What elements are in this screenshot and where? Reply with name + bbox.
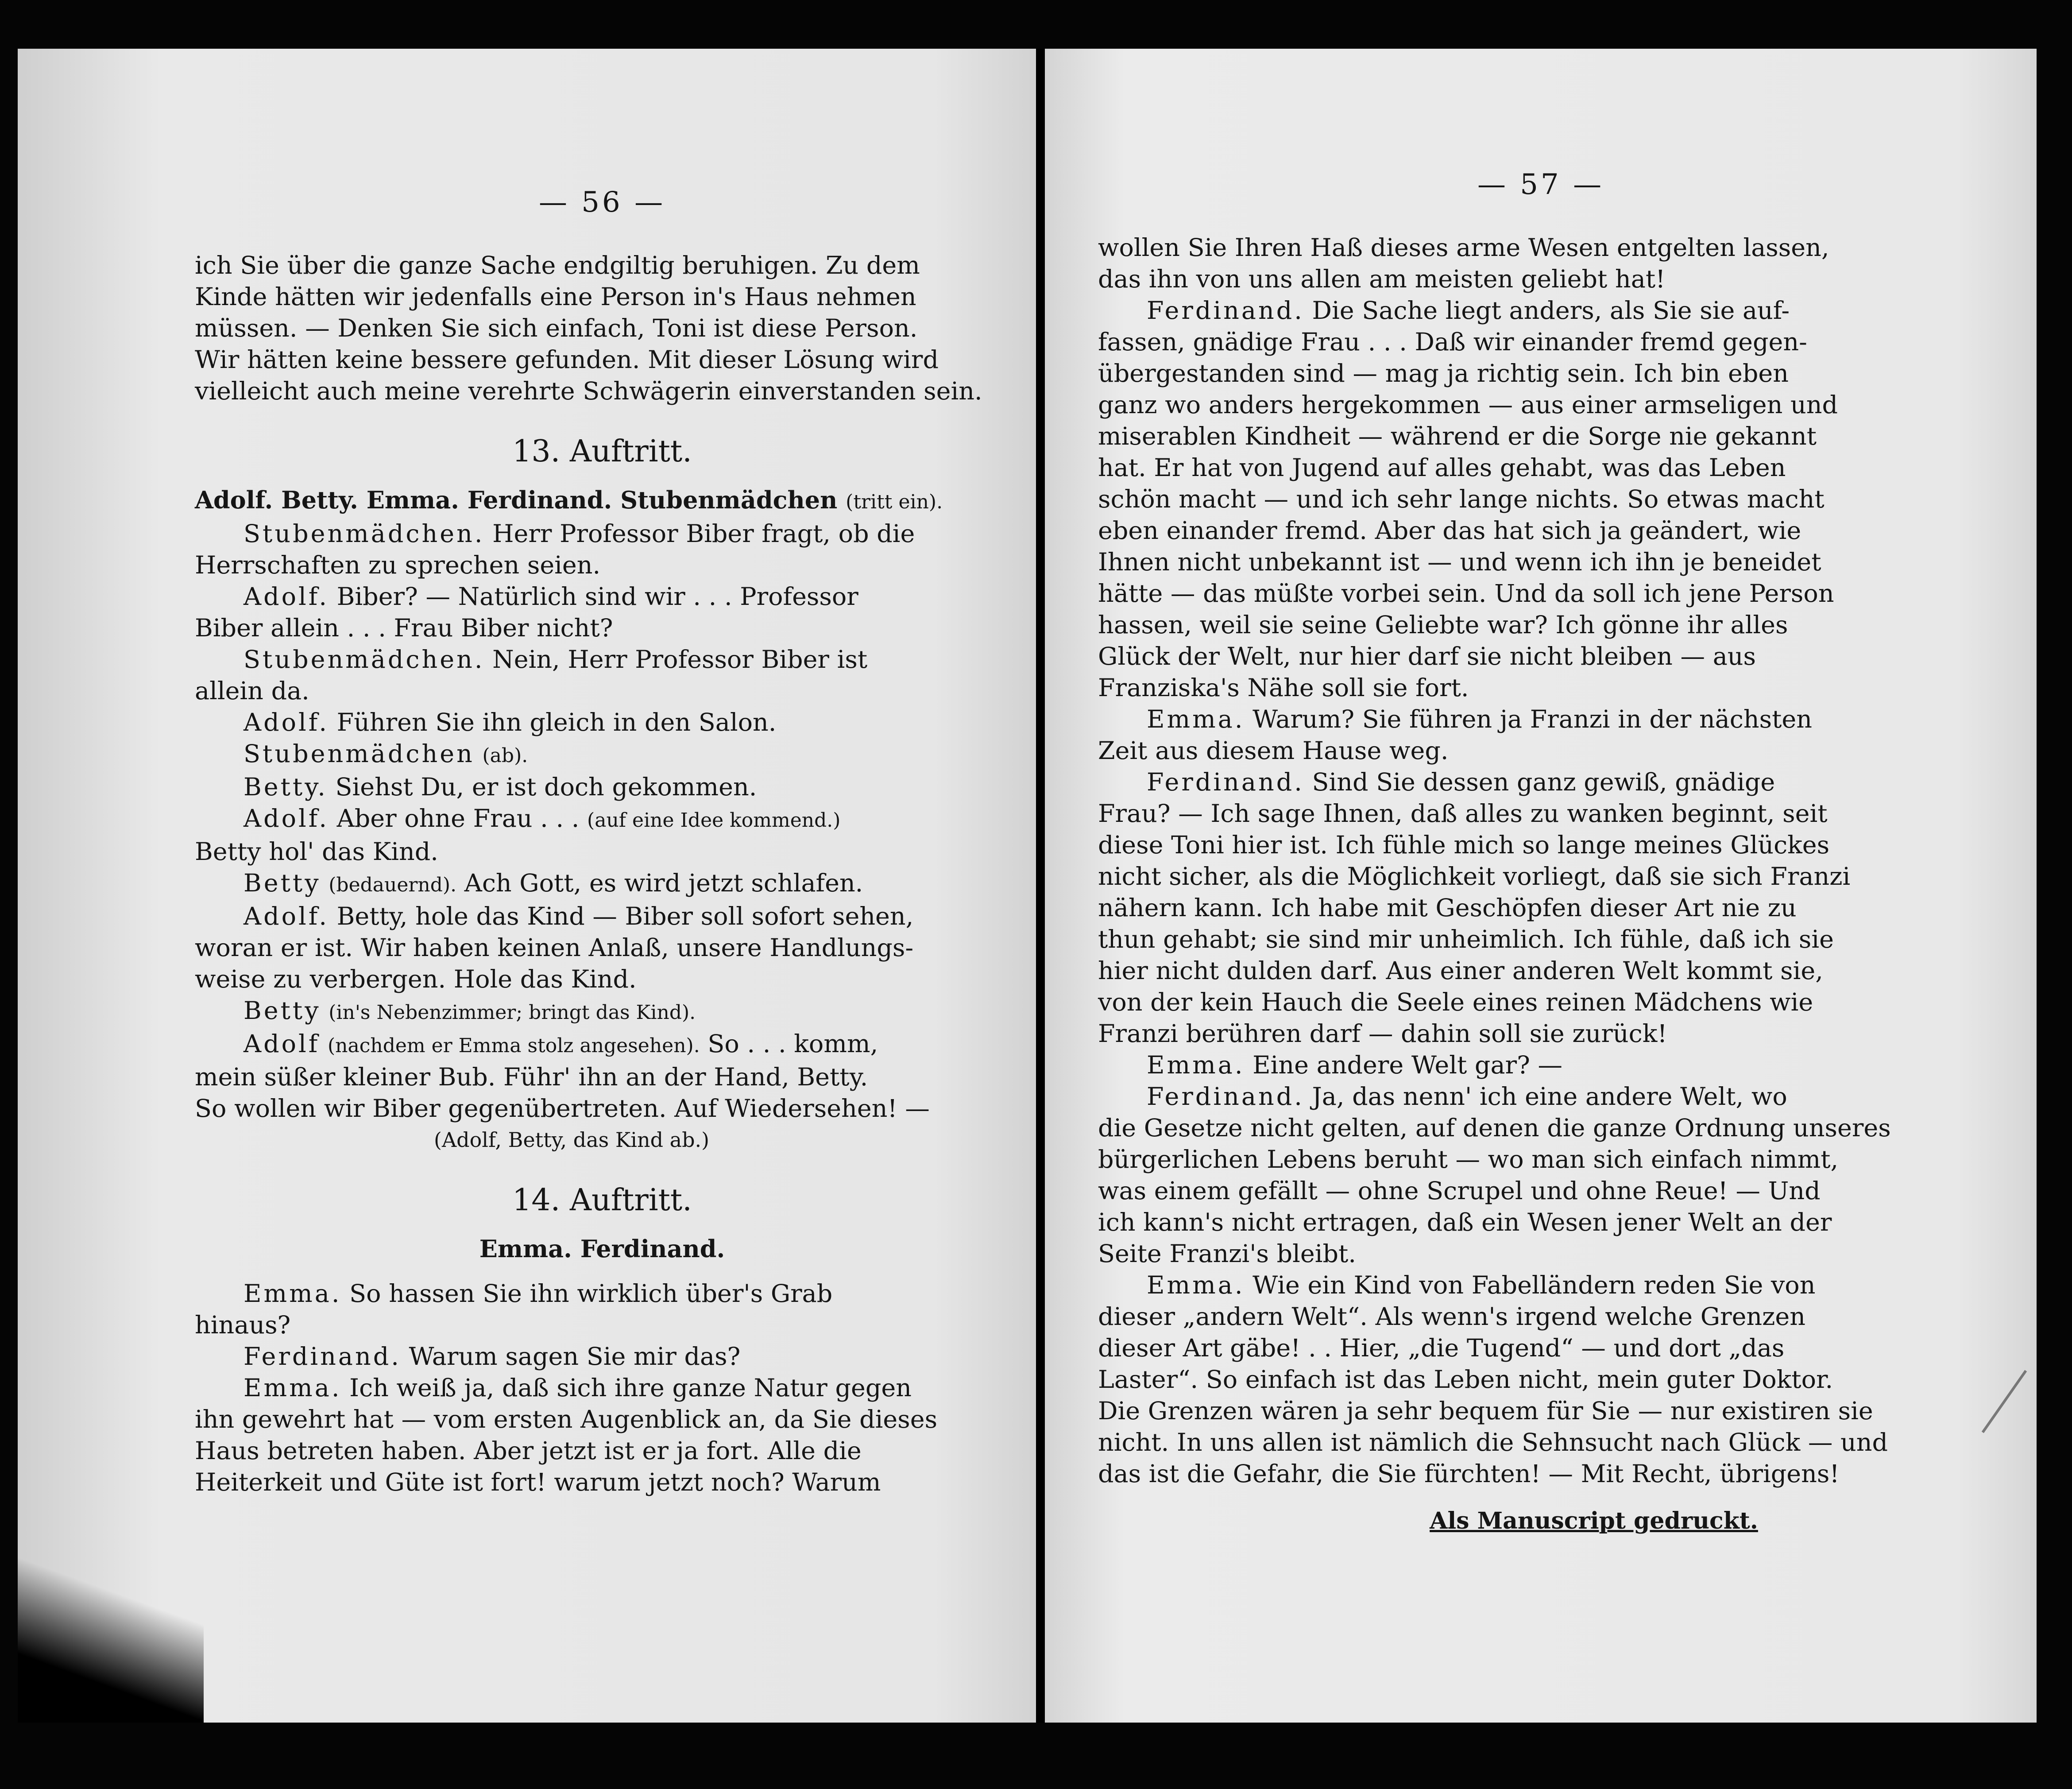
dialogue-text: Biber? — Natürlich sind wir . . . Professor (336, 582, 858, 611)
dialogue-text: Ach Gott, es wird jetzt schlafen. (464, 869, 863, 898)
dialogue-line: mein süßer kleiner Bub. Führ' ihn an der Hand, Betty. (195, 1063, 868, 1092)
dialogue-line: Ihnen nicht unbekannt ist — und wenn ich ihn je beneidet (1098, 548, 1821, 577)
dialogue-line (195, 581, 1009, 612)
cast-list (195, 484, 1009, 518)
dialogue-line: Frau? — Ich sage Ihnen, daß alles zu wanken beginnt, seit (1098, 799, 1828, 828)
speaker: Emma. (1147, 1051, 1245, 1080)
speaker: Adolf. (244, 582, 329, 611)
dialogue-text: Die Sache liegt anders, als Sie sie auf- (1312, 296, 1790, 325)
scene-heading: 13. Auftritt. (512, 434, 692, 469)
stage-direction: (auf eine Idee kommend.) (587, 809, 841, 832)
text-line: müssen. — Denken Sie sich einfach, Toni ist diese Person. (195, 314, 918, 343)
dialogue-line (1098, 1081, 1983, 1112)
speaker: Ferdinand. (1147, 1082, 1304, 1111)
page-number: — 57 — (1477, 168, 1604, 201)
right-page (1045, 49, 2037, 1723)
dialogue-text: Siehst Du, er ist doch gekommen. (335, 773, 757, 802)
speaker: Ferdinand. (244, 1342, 401, 1371)
dialogue-line (195, 901, 1009, 932)
dialogue-line: weise zu verbergen. Hole das Kind. (195, 965, 637, 994)
dialogue-line: hassen, weil sie seine Geliebte war? Ich gönne ihr alles (1098, 611, 1788, 639)
dialogue-line: So wollen wir Biber gegenübertreten. Auf Wiedersehen! — (195, 1094, 930, 1123)
dialogue-text: Warum? Sie führen ja Franzi in der nächsten (1252, 705, 1812, 734)
dialogue-line: Laster“. So einfach ist das Leben nicht, mein guter Doktor. (1098, 1365, 1833, 1394)
speaker: Stubenmädchen. (244, 645, 485, 674)
speaker: Emma. (1147, 705, 1245, 734)
stage-direction: (in's Nebenzimmer; bringt das Kind). (329, 1001, 696, 1024)
dialogue-line: schön macht — und ich sehr lange nichts. So etwas macht (1098, 485, 1825, 514)
dialogue-text: Aber ohne Frau . . . (336, 804, 580, 833)
stage-direction: (ab). (482, 744, 528, 767)
dialogue-line: wollen Sie Ihren Haß dieses arme Wesen entgelten lassen, (1098, 233, 1829, 262)
dialogue-line: ich kann's nicht ertragen, daß ein Wesen jener Welt an der (1098, 1208, 1832, 1237)
paragraph (195, 250, 1009, 407)
stage-direction: (Adolf, Betty, das Kind ab.) (434, 1128, 710, 1152)
dialogue-line (195, 738, 1009, 771)
dialogue-line: woran er ist. Wir haben keinen Anlaß, unsere Handlungs- (195, 933, 914, 962)
dialogue-line: hier nicht dulden darf. Aus einer anderen Welt kommt sie, (1098, 956, 1823, 985)
dialogue-text: Führen Sie ihn gleich in den Salon. (336, 708, 777, 737)
speaker: Adolf. (244, 708, 329, 737)
text-line: Kinde hätten wir jedenfalls eine Person in's Haus nehmen (195, 283, 916, 311)
speaker: Adolf. (244, 804, 329, 833)
dialogue-line: bürgerlichen Lebens beruht — wo man sich einfach nimmt, (1098, 1145, 1839, 1174)
dialogue-line: ganz wo anders hergekommen — aus einer armseligen und (1098, 391, 1838, 419)
speaker: Emma. (1147, 1271, 1245, 1300)
dialogue-line: diese Toni hier ist. Ich fühle mich so lange meines Glückes (1098, 831, 1830, 860)
text-line: ich Sie über die ganze Sache endgiltig beruhigen. Zu dem (195, 251, 920, 280)
speaker: Adolf. (244, 902, 329, 931)
stage-direction: (bedauernd). (329, 874, 457, 896)
dialogue-line: eben einander fremd. Aber das hat sich ja geändert, wie (1098, 516, 1801, 545)
speaker: Ferdinand. (1147, 296, 1304, 325)
dialogue-text: Eine andere Welt gar? — (1252, 1051, 1562, 1080)
dialogue-line: dieser Art gäbe! . . Hier, „die Tugend“ — und dort „das (1098, 1334, 1785, 1363)
dialogue-line (195, 1372, 1009, 1404)
dialogue-text: Betty, hole das Kind — Biber soll sofort sehen, (336, 902, 914, 931)
speaker: Ferdinand. (1147, 768, 1304, 797)
dialogue-line: Zeit aus diesem Hause weg. (1098, 736, 1449, 765)
dialogue-line: Herrschaften zu sprechen seien. (195, 551, 601, 580)
dialogue-line (195, 518, 1009, 550)
book-gutter (1036, 49, 1045, 1723)
dialogue-line: Biber allein . . . Frau Biber nicht? (195, 614, 613, 643)
dialogue-line: Glück der Welt, nur hier darf sie nicht bleiben — aus (1098, 642, 1756, 671)
speaker: Betty (244, 996, 321, 1025)
dialogue-line: thun gehabt; sie sind mir unheimlich. Ich fühle, daß ich sie (1098, 925, 1834, 954)
dialogue-line: hätte — das müßte vorbei sein. Und da soll ich jene Person (1098, 579, 1834, 608)
dialogue-text: Ich weiß ja, daß sich ihre ganze Natur gegen (349, 1374, 912, 1402)
cast-names: Adolf. Betty. Emma. Ferdinand. Stubenmädchen (195, 486, 838, 514)
dialogue-line (195, 1278, 1009, 1309)
dialogue-line: nicht sicher, als die Möglichkeit vorliegt, daß sie sich Franzi (1098, 862, 1851, 891)
dialogue-line: Betty hol' das Kind. (195, 837, 438, 866)
speaker: Adolf (244, 1030, 320, 1058)
dialogue-line: ihn gewehrt hat — vom ersten Augenblick an, da Sie dieses (195, 1405, 938, 1434)
speaker: Emma. (244, 1374, 342, 1402)
pencil-mark (1982, 1370, 2027, 1433)
stage-direction: (tritt ein). (846, 491, 943, 513)
dialogue-line (1098, 767, 1983, 798)
dialogue-line (195, 1028, 1009, 1061)
dialogue-line (195, 1341, 1009, 1372)
dialogue-text: Ja, das nenn' ich eine andere Welt, wo (1312, 1082, 1787, 1111)
dialogue-line (195, 707, 1009, 738)
dialogue-line (1098, 704, 1983, 735)
dialogue-text: Herr Professor Biber fragt, ob die (492, 519, 915, 548)
speaker: Betty. (244, 773, 328, 802)
imprint-stamp: Als Manuscript gedruckt. (1430, 1507, 1758, 1534)
speaker: Emma. (244, 1279, 342, 1308)
dialogue-line (1098, 1049, 1983, 1081)
dialogue-line: das ihn von uns allen am meisten geliebt hat! (1098, 265, 1666, 294)
dialogue-line (195, 644, 1009, 675)
dialogue-line: nähern kann. Ich habe mit Geschöpfen dieser Art nie zu (1098, 894, 1797, 922)
text-line: Wir hätten keine bessere gefunden. Mit dieser Lösung wird (195, 345, 939, 374)
dialogue-text: Nein, Herr Professor Biber ist (492, 645, 868, 674)
dialogue-line: von der kein Hauch die Seele eines reinen Mädchens wie (1098, 988, 1813, 1017)
dialogue-text: Warum sagen Sie mir das? (409, 1342, 741, 1371)
page-number: — 56 — (538, 186, 666, 219)
speaker: Betty (244, 869, 321, 898)
page-corner-shadow (18, 1514, 204, 1723)
dialogue-line (1098, 295, 1983, 326)
dialogue-text: So . . . komm, (707, 1030, 878, 1058)
dialogue-line: Franzi berühren darf — dahin soll sie zurück! (1098, 1019, 1667, 1048)
dialogue-text: Wie ein Kind von Fabelländern reden Sie von (1252, 1271, 1816, 1300)
speaker: Stubenmädchen (244, 740, 475, 768)
scene-heading: 14. Auftritt. (512, 1183, 692, 1218)
dialogue-line: Heiterkeit und Güte ist fort! warum jetzt noch? Warum (195, 1468, 881, 1497)
dialogue-line: nicht. In uns allen ist nämlich die Sehnsucht nach Glück — und (1098, 1428, 1888, 1457)
dialogue-line: die Gesetze nicht gelten, auf denen die ganze Ordnung unseres (1098, 1114, 1891, 1142)
dialogue-line: übergestanden sind — mag ja richtig sein. Ich bin eben (1098, 359, 1789, 388)
dialogue-text: So hassen Sie ihn wirklich über's Grab (349, 1279, 833, 1308)
text-line: vielleicht auch meine verehrte Schwägerin einverstanden sein. (195, 377, 982, 406)
dialogue-line (195, 867, 1009, 901)
dialogue-line (195, 803, 1009, 836)
dialogue-text: Sind Sie dessen ganz gewiß, gnädige (1312, 768, 1775, 797)
stage-direction: (nachdem er Emma stolz angesehen). (327, 1034, 700, 1057)
dialogue-line (195, 995, 1009, 1028)
dialogue-line: Die Grenzen wären ja sehr bequem für Sie — nur existiren sie (1098, 1397, 1873, 1425)
dialogue-line: das ist die Gefahr, die Sie fürchten! — Mit Recht, übrigens! (1098, 1460, 1840, 1488)
dialogue-line: hat. Er hat von Jugend auf alles gehabt, was das Leben (1098, 453, 1786, 482)
dialogue-line (195, 771, 1009, 803)
left-page (18, 49, 1036, 1723)
dialogue-line: Haus betreten haben. Aber jetzt ist er ja fort. Alle die (195, 1437, 862, 1465)
cast-list: Emma. Ferdinand. (479, 1235, 725, 1263)
dialogue-line (1098, 1270, 1983, 1301)
dialogue-line: allein da. (195, 677, 309, 705)
dialogue-line: miserablen Kindheit — während er die Sorge nie gekannt (1098, 422, 1817, 451)
dialogue-line: Seite Franzi's bleibt. (1098, 1239, 1356, 1268)
dialogue-line: fassen, gnädige Frau . . . Daß wir einander fremd gegen- (1098, 328, 1807, 356)
dialogue-line: was einem gefällt — ohne Scrupel und ohne Reue! — Und (1098, 1177, 1821, 1205)
dialogue-line: Franziska's Nähe soll sie fort. (1098, 674, 1469, 702)
dialogue-line: dieser „andern Welt“. Als wenn's irgend welche Grenzen (1098, 1302, 1806, 1331)
speaker: Stubenmädchen. (244, 519, 485, 548)
dialogue-line: hinaus? (195, 1311, 291, 1340)
